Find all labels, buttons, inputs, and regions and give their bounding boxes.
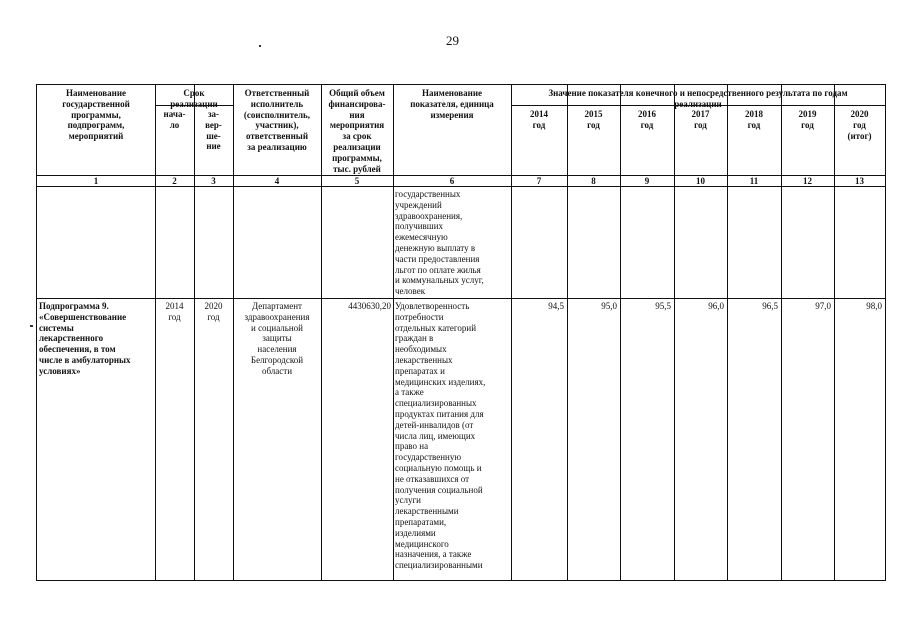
scan-mark (30, 325, 33, 327)
header-term-group: Срок реализации (170, 88, 218, 109)
grid-line (834, 85, 835, 580)
grid-line (37, 298, 885, 299)
grid-line (727, 85, 728, 580)
header-year-3: 2016 год (638, 109, 656, 130)
column-number-3: 3 (211, 176, 216, 186)
header-year-2: 2015 год (584, 109, 603, 130)
column-number-2: 2 (172, 176, 177, 186)
subprogram-value-6: 97,0 (815, 301, 831, 311)
grid-line (511, 85, 512, 580)
subprogram-end: 2020 год (204, 301, 223, 322)
subprogram-value-1: 94,5 (548, 301, 564, 311)
header-indicator: Наименование показателя, единица измерения (410, 88, 494, 120)
header-year-6: 2019 год (798, 109, 817, 130)
header-year-4: 2017 год (691, 109, 710, 130)
subprogram-responsible: Департамент здравоохранения и социальной защиты населения Белгородской области (244, 301, 310, 376)
header-year-1: 2014 год (530, 109, 548, 130)
subprogram-indicator: Удовлетворенность потребности отдельных категорий граждан в необходимых лекарственных препаратах и медицинских изделиях, а также специализированных продуктах питания для детей-инвалидов (от числа лиц, имеющих право на государственную социальную помощь и не отказавшихся от получения социальной услуги лекарственными препаратами, изделиями медицинского назначения, а также специализированными (395, 301, 486, 571)
grid-line (155, 85, 156, 580)
header-start: нача- ло (163, 109, 186, 130)
grid-line (781, 85, 782, 580)
continuation-indicator: государственных учреждений здравоохранения, получивших ежемесячную денежную выплату в части предоставления льгот по оплате жилья и коммунальных услуг, человек (395, 189, 484, 297)
header-end: за- вер- ше- ние (205, 109, 222, 152)
column-number-9: 9 (644, 176, 650, 186)
header-year-7: 2020 год (итог) (847, 109, 872, 141)
column-number-13: 13 (855, 176, 864, 186)
subprogram-funding: 4430630,20 (348, 301, 391, 311)
column-number-11: 11 (749, 176, 759, 186)
grid-line (37, 186, 885, 187)
subprogram-name: Подпрограмма 9. «Совершенствование системы лекарственного обеспечения, в том числе в амбулаторных условиях» (39, 301, 131, 376)
header-program-name: Наименование государственной программы, подпрограмм, мероприятий (62, 88, 130, 142)
column-number-8: 8 (591, 176, 596, 186)
column-number-7: 7 (536, 176, 542, 186)
grid-line (194, 85, 195, 580)
column-number-6: 6 (449, 176, 455, 186)
subprogram-value-4: 96,0 (708, 301, 724, 311)
header-funding: Общий объем финансирова- ния мероприятия за срок реализации программы, тыс. рублей (328, 88, 386, 174)
indicator-table (36, 84, 886, 581)
header-year-5: 2018 год (745, 109, 763, 130)
subprogram-start: 2014 год (165, 301, 184, 322)
grid-line (674, 85, 675, 580)
subprogram-value-7: 98,0 (866, 301, 882, 311)
scan-mark (259, 45, 261, 47)
column-number-5: 5 (354, 176, 360, 186)
column-number-1: 1 (93, 176, 99, 186)
subprogram-value-3: 95,5 (655, 301, 671, 311)
header-years-group: Значение показателя конечного и непосредственного результата по годам реализации (548, 88, 848, 109)
column-number-4: 4 (274, 176, 280, 186)
grid-line (393, 85, 394, 580)
subprogram-value-5: 96,5 (762, 301, 778, 311)
subprogram-value-2: 95,0 (601, 301, 617, 311)
column-number-10: 10 (696, 176, 705, 186)
header-responsible: Ответственный исполнитель (соисполнитель, участник), ответственный за реализацию (243, 88, 311, 152)
page-number: 29 (446, 33, 459, 48)
grid-line (620, 85, 621, 580)
grid-line (567, 85, 568, 580)
column-number-12: 12 (803, 176, 812, 186)
